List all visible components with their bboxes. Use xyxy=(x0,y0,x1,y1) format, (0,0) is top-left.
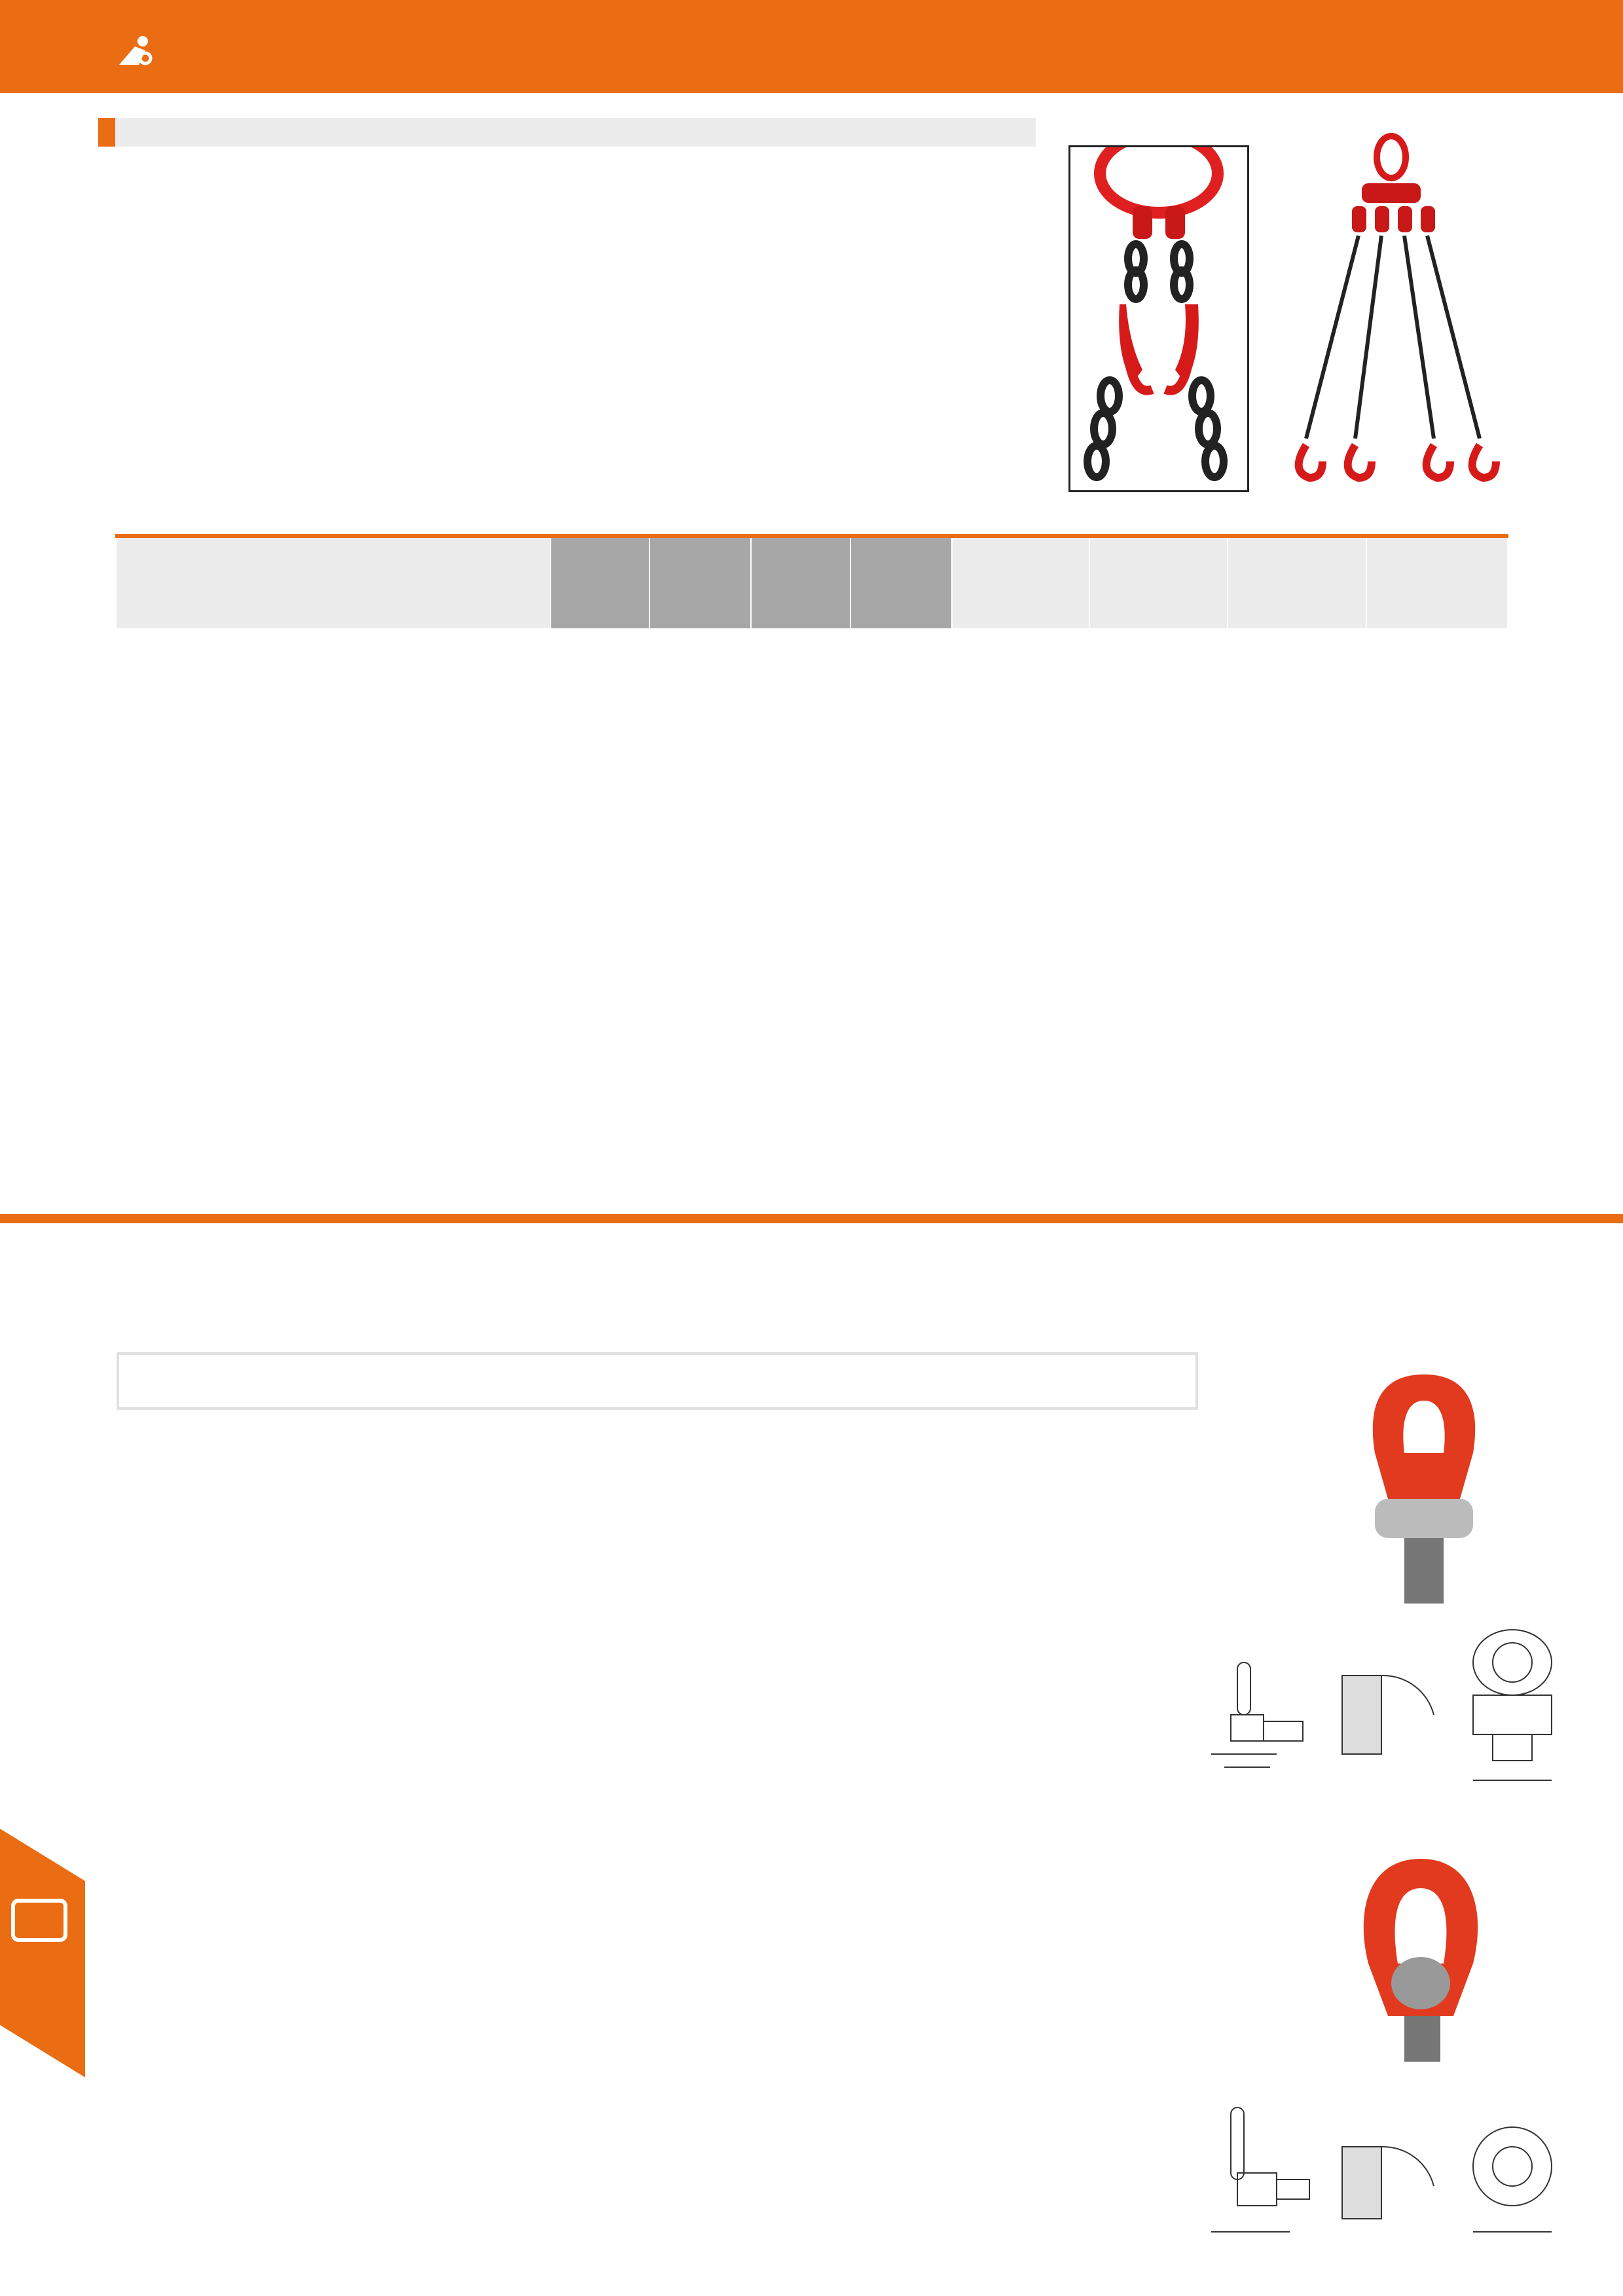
chain-sling-photo-closeup xyxy=(1068,145,1249,492)
chain-sling-table xyxy=(115,534,1508,630)
four-leg-chain-sling-photo xyxy=(1277,131,1506,497)
table-header xyxy=(116,536,1508,629)
eyebolt-dss-technical-drawing xyxy=(1211,2081,1591,2251)
note-box xyxy=(117,1352,1198,1410)
header-wll0 xyxy=(1089,536,1228,629)
header-a3 xyxy=(751,536,850,629)
header-length xyxy=(116,536,551,629)
header-a1 xyxy=(551,536,649,629)
section-divider xyxy=(0,1214,1623,1223)
runner-icon xyxy=(117,35,158,67)
header-wll60 xyxy=(1366,536,1508,629)
chapter-tab xyxy=(0,1829,85,2077)
header-a4 xyxy=(850,536,952,629)
header-chain xyxy=(952,536,1089,629)
section-title-bar xyxy=(98,118,1036,147)
hoffmann-logo xyxy=(117,31,164,71)
header-a2 xyxy=(649,536,751,629)
top-bar xyxy=(0,0,1623,93)
eyebolt-dsr-photo xyxy=(1349,1368,1499,1617)
eyebolt-dss-photo xyxy=(1342,1852,1499,2068)
eyebolt-dsr-technical-drawing xyxy=(1211,1623,1591,1793)
header-wll45 xyxy=(1228,536,1366,629)
